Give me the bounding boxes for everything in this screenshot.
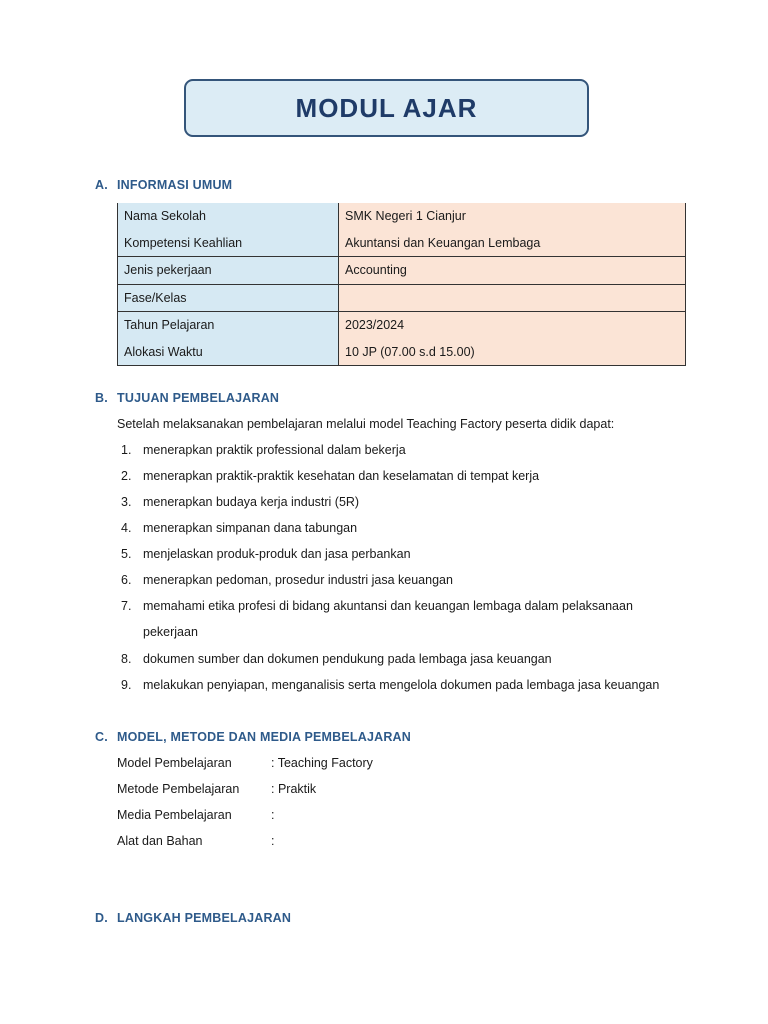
label-cell: Jenis pekerjaan	[118, 257, 339, 285]
tools-row	[117, 834, 274, 848]
list-number: 1.	[121, 443, 132, 457]
value-cell	[339, 284, 686, 312]
list-text: memahami etika profesi di bidang akuntansi dan keuangan lembaga dalam pelaksanaan	[143, 599, 633, 613]
section-d-title: LANGKAH PEMBELAJARAN	[117, 911, 292, 925]
list-item	[121, 547, 411, 561]
model-key: Model Pembelajaran	[117, 756, 232, 770]
list-item	[121, 443, 406, 457]
list-text: menerapkan simpanan dana tabungan	[143, 521, 358, 535]
list-item	[121, 678, 659, 692]
section-a-heading	[95, 178, 232, 192]
title-box	[184, 79, 589, 137]
method-value: : Praktik	[271, 782, 317, 796]
model-value: : Teaching Factory	[271, 756, 373, 770]
list-text: menerapkan pedoman, prosedur industri jasa keuangan	[143, 573, 453, 587]
list-text: melakukan penyiapan, menganalisis serta mengelola dokumen pada lembaga jasa keuangan	[143, 678, 660, 692]
list-text: menerapkan praktik-praktik kesehatan dan keselamatan di tempat kerja	[143, 469, 540, 483]
list-item-continuation: pekerjaan	[143, 625, 198, 639]
value-cell: 2023/2024	[339, 312, 686, 339]
section-d-heading	[95, 911, 291, 925]
media-value: :	[271, 808, 275, 822]
section-a-letter: A.	[95, 178, 108, 192]
list-number: 8.	[121, 652, 132, 666]
media-row	[117, 808, 274, 822]
method-key: Metode Pembelajaran	[117, 782, 240, 796]
method-row	[117, 782, 316, 796]
value-cell: 10 JP (07.00 s.d 15.00)	[339, 339, 686, 366]
value-cell: Accounting	[339, 257, 686, 285]
label-cell: Fase/Kelas	[118, 284, 339, 312]
list-item	[121, 469, 539, 483]
general-info-table	[117, 203, 686, 366]
list-number: 2.	[121, 469, 132, 483]
list-number: 5.	[121, 547, 132, 561]
list-item	[121, 599, 633, 613]
list-item	[121, 521, 357, 535]
section-c-heading	[95, 730, 411, 744]
list-text: dokumen sumber dan dokumen pendukung pada lembaga jasa keuangan	[143, 652, 552, 666]
goals-intro: Setelah melaksanakan pembelajaran melalui model Teaching Factory peserta didik dapat:	[117, 417, 615, 431]
label-cell: Tahun Pelajaran	[118, 312, 339, 339]
section-a-title: INFORMASI UMUM	[117, 178, 233, 192]
list-number: 9.	[121, 678, 132, 692]
section-b-heading	[95, 391, 279, 405]
value-cell: Akuntansi dan Keuangan Lembaga	[339, 230, 686, 257]
label-cell: Kompetensi Keahlian	[118, 230, 339, 257]
table-row	[118, 339, 686, 366]
list-item	[121, 495, 359, 509]
value-cell: SMK Negeri 1 Cianjur	[339, 203, 686, 230]
list-text: menerapkan praktik professional dalam bekerja	[143, 443, 406, 457]
model-row	[117, 756, 373, 770]
label-cell: Alokasi Waktu	[118, 339, 339, 366]
list-item	[121, 573, 453, 587]
list-number: 3.	[121, 495, 132, 509]
tools-value: :	[271, 834, 275, 848]
list-text: menjelaskan produk-produk dan jasa perbankan	[143, 547, 411, 561]
tools-key: Alat dan Bahan	[117, 834, 203, 848]
table-row	[118, 284, 686, 312]
label-cell: Nama Sekolah	[118, 203, 339, 230]
table-row	[118, 312, 686, 339]
list-text: menerapkan budaya kerja industri (5R)	[143, 495, 360, 509]
list-item	[121, 652, 552, 666]
list-number: 6.	[121, 573, 132, 587]
table-row	[118, 203, 686, 230]
table-row	[118, 257, 686, 285]
section-b-letter: B.	[95, 391, 108, 405]
section-d-letter: D.	[95, 911, 108, 925]
page-title: MODUL AJAR	[295, 92, 478, 123]
list-number: 7.	[121, 599, 132, 613]
section-c-title: MODEL, METODE DAN MEDIA PEMBELAJARAN	[117, 730, 412, 744]
list-number: 4.	[121, 521, 132, 535]
table-row	[118, 230, 686, 257]
media-key: Media Pembelajaran	[117, 808, 232, 822]
section-b-title: TUJUAN PEMBELAJARAN	[117, 391, 280, 405]
section-c-letter: C.	[95, 730, 108, 744]
